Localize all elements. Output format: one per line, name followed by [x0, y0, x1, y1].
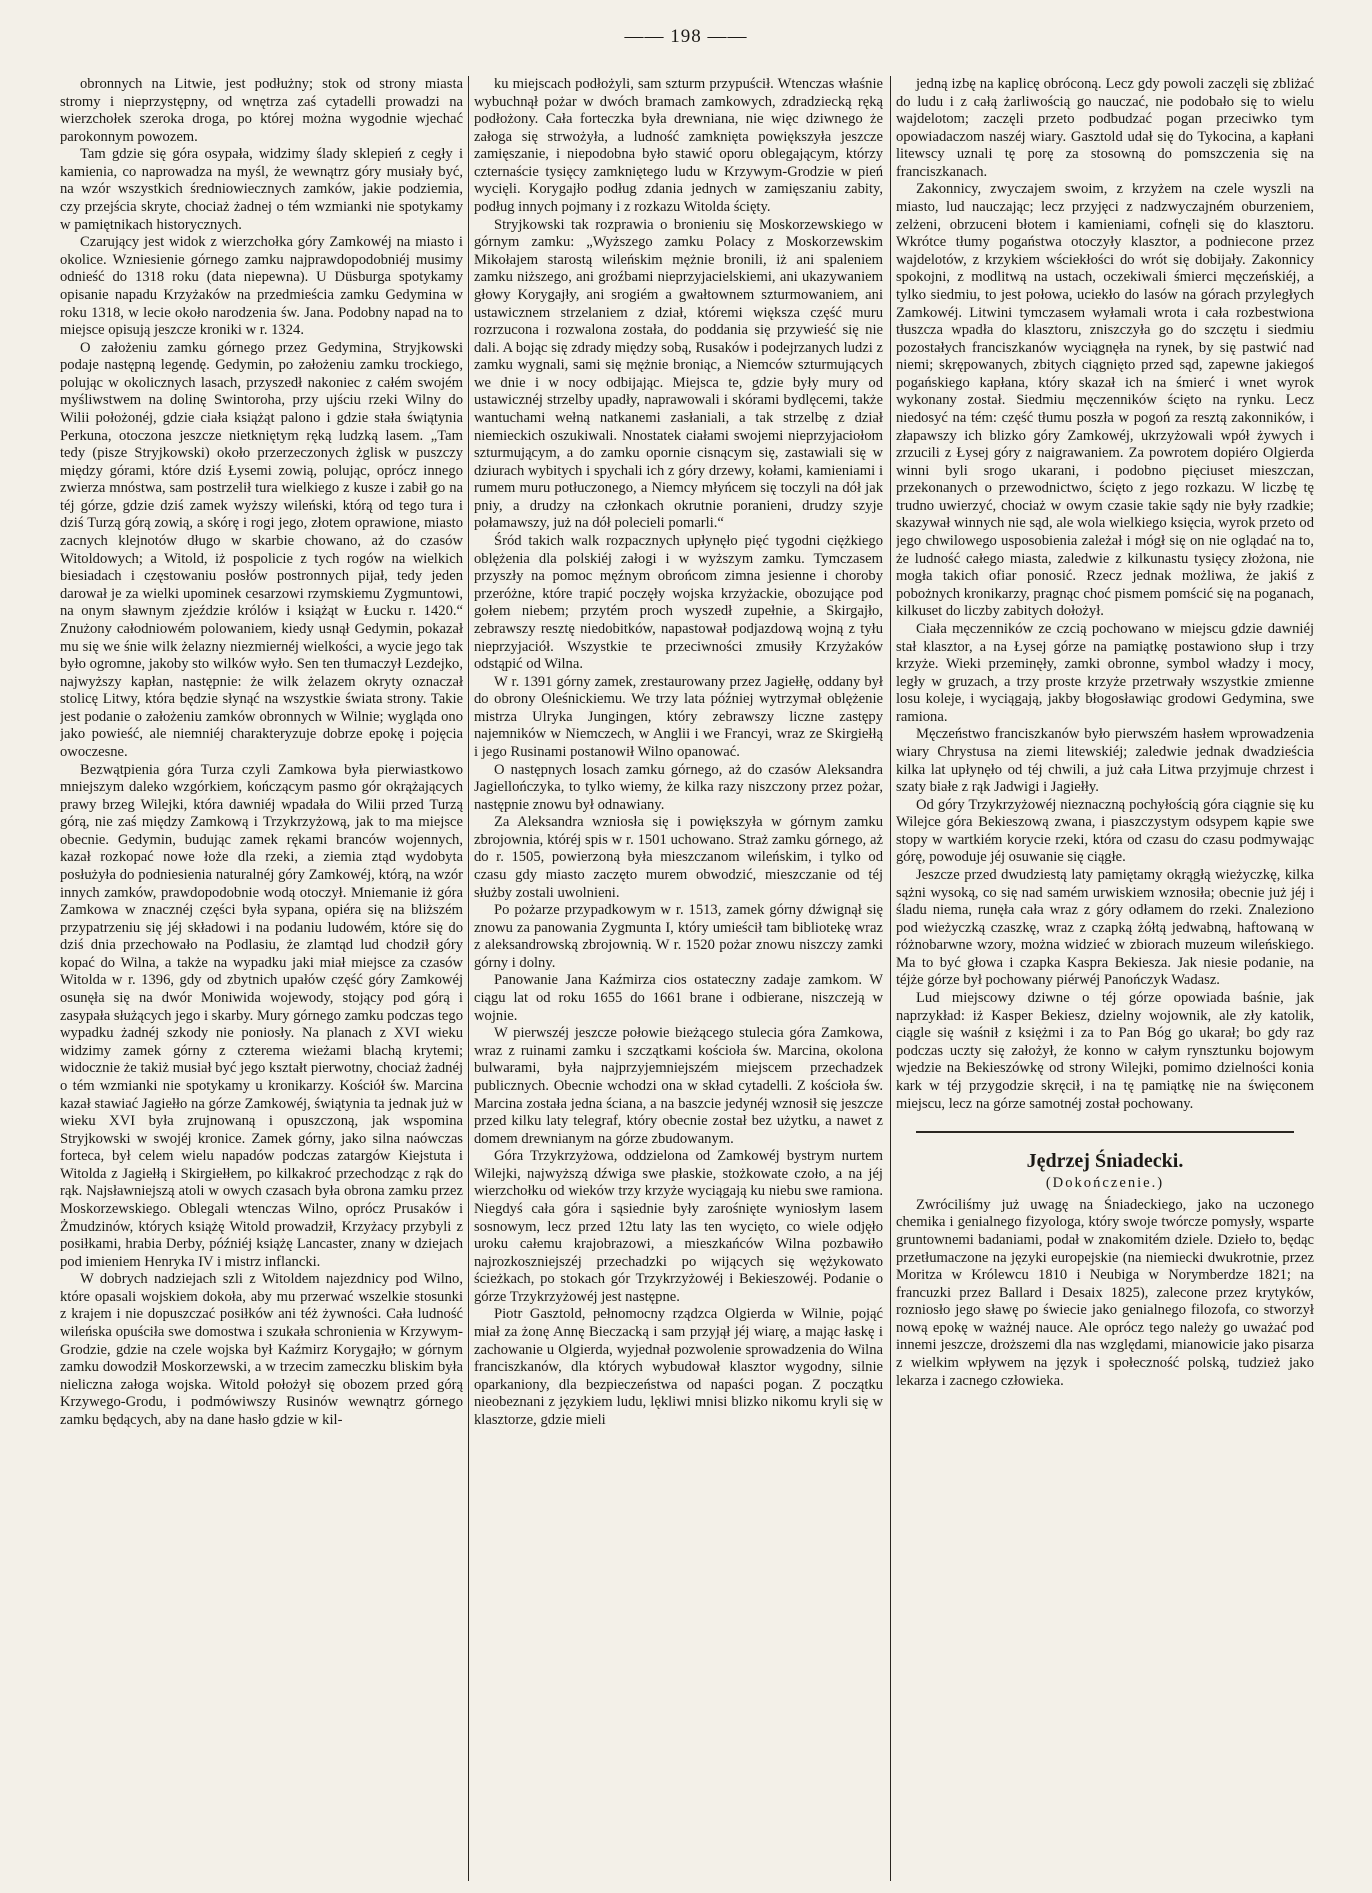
paragraph: Męczeństwo franciszkanów było pierwszém hasłem wprowadzenia wiary Chrystusa na ziemi litewskiéj; zaledwie jednak dwadzieścia kilka lat upłynęło od téj chwili, a już cała Litwa przyjmuje chrzest i szaty białe z rąk Jadwigi i Jagiełły.: [896, 726, 1314, 796]
paragraph: Panowanie Jana Kaźmirza cios ostateczny zadaje zamkom. W ciągu lat od roku 1655 do 1661 brane i odbierane, niszczeją w wojnie.: [474, 972, 883, 1024]
text-column-1: [60, 76, 463, 1881]
paragraph: Bezwątpienia góra Turza czyli Zamkowa była pierwiastkowo mniejszym daleko wzgórkiem, kończącym pasmo gór okrążających prawy brzeg Wilejki, która dawniéj wpadała do Wilii przed Turzą górą, nie zaś między Zamkową i Trzykrzyżową, jak to ma miejsce obecnie. Gedymin, budując zamek rękami branców wojennych, kazał rozkopać nowe łoże dla rzeki, a ziemia ztąd wydobyta posłużyła do podniesienia naturalnéj góry Zamkowéj, którą, na wzór innych zamków, prawdopodobnie wodą otoczył. Mniemanie iż góra Zamkowa w znacznéj części była sypana, opiéra się na bliższém przypatrzeniu się jéj składowi i na podaniu ludowém, które się do dziś dnia przechowało na Podlasiu, że zlamtąd lud chodził góry kopać do Wilna, a także na wypadku jaki miał miejsce za czasów Witolda w r. 1396, gdy od zbytnich upałów część góry Zamkowéj osunęła się na dwór Moniwida wojewody, stojący pod górą i zasypała służących jego i skarby. Mury górnego zamku podczas tego wypadku żadnéj szkody nie poniosły. Na planach z XVI wieku widzimy zamek górny z czterema wieżami blachą krytemi; widocznie że takiż musiał być jego kształt pierwotny, chociaż żadnéj o tém wzmianki nie spotykamy u kronikarzy. Kościół św. Marcina kazał stawiać Jagiełło na górze Zamkowéj, świątynia ta jednak już w wieku XVI była zrujnowaną i opuszczoną, jak wspomina Stryjkowski w swojéj kronice. Zamek górny, jako silna naówczas forteca, był celem wielu napadów podczas zatargów Kiejstuta i Witolda z Jagiełłą i Skirgiełłem, po kilkakroć przechodząc z rąk do rąk. Najsławniejszą atoli w owych czasach była obrona zamku przez Moskorzewskiego. Oblegali wtenczas Wilno, oprócz Prusaków i Żmudzinów, których książę Witold prowadził, Krzyżacy przybyli z posiłkami, hrabia Derby, późniéj książę Lancaster, znany w dziejach pod imieniem Henryka IV i mistrz inflancki.: [60, 761, 463, 1270]
paragraph: Ciała męczenników ze czcią pochowano w miejscu gdzie dawniéj stał klasztor, a na Łysej górze na pamiątkę postawiono słup i trzy krzyże. Wieki przeminęły, zamki obronne, symbol władzy i mocy, legły w gruzach, a trzy proste krzyże przetrwały wszystkie zmienne losu koleje, i wyciągają, jakby błogosławiąc grodowi Gedymina, swe ramiona.: [896, 620, 1314, 725]
article-subtitle: (Dokończenie.): [1045, 1175, 1165, 1192]
paragraph: Zakonnicy, zwyczajem swoim, z krzyżem na czele wyszli na miasto, lud nauczając; lecz przyjęci z nadzwyczajném oburzeniem, zelżeni, obrzuceni błotem i kamieniami, cofnęli się do klasztoru. Wkrótce tłumy pogaństwa otoczyły klasztor, a podniecone przez wajdelotów, z krzykiem wściekłości do wrót się dobijały. Zakonnicy spokojni, z modlitwą na ustach, oczekiwali śmierci męczeńskiéj, a tylko siedmiu, to jest połowa, uciekło do lasów na górach przyległych Zamkowéj. Litwini tymczasem wyłamali wrota i cała rozbestwiona tłuszcza wpadła do klasztoru, zniszczyła go do szczętu i siedmiu pozostałych franciszkanów wyciągnęła na rynek, by się pastwić nad niemi; skrępowanych, zbitych ciągnięto przed sąd, zapewne jakiegoś pogańskiego kapłana, który skazał ich na śmierć i wnet wyrok wykonany został. Siedmiu męczenników ścięto na rynku. Lecz niedosyć na tém: część tłumu poszła w pogoń za resztą zakonników, i złapawszy ich blizko góry Zamkowéj, ukrzyżowali wpół żywych i zrzucili z Łysej góry z naigrawaniem. Za powrotem dopiéro Olgierda winni byli srogo ukarani, i podobno pięciuset mieszczan, przekonanych o przewodnictwo, ścięto z jego rozkazu. W liczbę tę trudno uwierzyć, chociaż w owym czasie takie sądy nie były rzadkie; skazywał winnych nie sąd, ale wola wielkiego księcia, wyrok przeto od jego chwilowego usposobienia zależał i mógł się on nie oglądać na to, że ludność całego miasta, zaledwie z kilkunastu tysięcy złożona, nie mogła takich ofiar ponosić. Rzecz jednak możliwa, że jakiś z pobożnych kronikarzy, pragnąc choć pismem pomścić się na poganach, kilkuset do liczby zabitych dołożył.: [896, 181, 1314, 620]
paragraph: Tam gdzie się góra osypała, widzimy ślady sklepień z cegły i kamienia, co naprowadza na myśl, że wewnątrz góry musiały być, na wzór wszystkich średniowiecznych zamków, jakie podziemia, czy przejścia skryte, chociaż żadnej o tém wzmianki nie spotykamy w pamiętnikach historycznych.: [60, 146, 463, 233]
page-number-value: 198: [670, 26, 702, 47]
paragraph: W r. 1391 górny zamek, zrestaurowany przez Jagiełłę, oddany był do obrony Oleśnickiemu. We trzy lata później wytrzymał oblężenie mistrza Ulryka Jungingen, który zebrawszy liczne zastępy najemników w Niemczech, w Anglii i we Francyi, wraz ze Skirgiełłą i jego Rusinami postanowił Wilno opanować.: [474, 673, 883, 760]
page-number: —— 198 ——: [624, 26, 748, 47]
paragraph: jedną izbę na kaplicę obróconą. Lecz gdy powoli zaczęli się zbliżać do ludu i z całą żarliwością go nauczać, nie podobało się to wielu wajdelotom; zaczęli przeto podbudzać pogan przeciwko tym opowiadaczom naszéj wiary. Gasztold udał się do Tykocina, a kapłani litewscy uznali tę porę za stosowną do pomszczenia się na franciszkanach.: [896, 76, 1314, 180]
paragraph: W dobrych nadziejach szli z Witoldem najezdnicy pod Wilno, które opasali wojskiem dokoła, aby mu przerwać wszelkie stosunki z krajem i nie dopuszczać posiłków ani téż żywności. Cała ludność wileńska opuściła swe domostwa i szukała schronienia w Krzywym-Grodzie, gdzie na czele wojska był Kaźmirz Korygajło; w górnym zamku dowodził Moskorzewski, a w trzecim zameczku bliskim była nieliczna załoga wojska. Witold położył się obozem przed górą Krzywego-Grodu, i podmówiwszy Rusinów wewnątrz górnego zamku będących, aby na dane hasło gdzie w kil-: [60, 1271, 463, 1428]
paragraph: Po pożarze przypadkowym w r. 1513, zamek górny dźwignął się znowu za panowania Zygmunta I, który umieścił tam bibliotekę wraz z aleksandrowską zbrojownią. W r. 1520 pożar znowu niszczy zamki górny i dolny.: [474, 902, 883, 971]
paragraph: Za Aleksandra wzniosła się i powiększyła w górnym zamku zbrojownia, któréj spis w r. 1501 uchowano. Straż zamku górnego, aż do r. 1505, powierzoną była mieszczanom wileńskim, i tylko od czasu gdy miasto zaczęto murem obwodzić, mieszczanie od téj służby zostali uwolnieni.: [474, 814, 883, 901]
column-rule: [890, 76, 891, 1881]
paragraph: O następnych losach zamku górnego, aż do czasów Aleksandra Jagiellończyka, to tylko wiemy, że kilka razy niszczony przez pożar, następnie znowu był odnawiany.: [474, 761, 883, 813]
paragraph: Lud miejscowy dziwne o téj górze opowiada baśnie, jak naprzykład: iż Kasper Bekiesz, dzielny wojownik, ale zły katolik, ciągle się waśnił z księżmi i za to Pan Bóg go ukarał; bo gdy raz podczas uczty się założył, że konno w całym rynsztunku bojowym wjedzie na Bekieszówkę od strony Wilejki, pomimo dzielności konia kark w téj przygodzie skręcił, i na tę pamiątkę nie na święconem miejscu, lecz na górze samotnéj został pochowany.: [896, 990, 1314, 1112]
paragraph: Zwróciliśmy już uwagę na Śniadeckiego, jako na uczonego chemika i genialnego fizyologa, który swoje twórcze pomysły, wsparte gruntownemi badaniami, podał w znakomitém dziele. Dzieło to, będąc przetłumaczone na języki europejskie (na niemiecki dwukrotnie, przez Moritza w Królewcu 1810 i Neubiga w Norymberdze 1821; na francuzki przez Ballard i Desaix 1825), zalecone przez krytyków, rozniosło jego sławę po świecie jako genialnego filozofa, co stworzył nową epokę w ważnéj nauce. Ale oprócz tego należy go uważać pod innemi jeszcze, droższemi dla nas względami, mianowicie jako pisarza z wielkim wpływem na język i społeczność polską, tudzież jako lekarza i zacnego człowieka.: [896, 1196, 1314, 1389]
paragraph: obronnych na Litwie, jest podłużny; stok od strony miasta stromy i nieprzystępny, od wnętrza zaś cytadelli prowadzi na wierzchołek szeroka droga, po której można wygodnie wjechać parokonnym powozem.: [60, 76, 463, 145]
text-column-3: [896, 76, 1314, 1881]
paragraph: Góra Trzykrzyżowa, oddzielona od Zamkowéj bystrym nurtem Wilejki, najwyższą dźwiga swe płaskie, stożkowate czoło, a na jéj wierzchołku od wieków trzy krzyże wyciągają ku niebu swe ramiona. Niegdyś cała góra i sąsiednie były zarośnięte wyniosłym lasem sosnowym, lecz przed 12tu laty las ten wycięto, co wiele odjęło uroku całemu krajobrazowi, a mieszkańców Wilna pozbawiło najrozkoszniejszéj przechadzki po wijących się wężykowato ścieżkach, po stokach gór Trzykrzyżowéj i Bekieszowéj. Podanie o górze Trzykrzyżowéj jest następne.: [474, 1148, 883, 1305]
paragraph: Śród takich walk rozpacznych upłynęło pięć tygodni ciężkiego oblężenia dla polskiéj załogi i w wyższym zamku. Tymczasem przyszły na pomoc męźnym obrońcom zimna jesienne i choroby przeróżne, które trapić poczęły wojska krzyżackie, obozujące pod gołem niebem; przytém proch wyszedł zupełnie, a Skirgajło, zebrawszy resztę niedobitków, napastował podjazdową wojną z tyłu nieprzyjaciół. Wszystkie te przeciwności zmusiły Krzyżaków odstąpić od Wilna.: [474, 533, 883, 673]
article-title: Jędrzej Śniadecki.: [1026, 1150, 1184, 1173]
text-column-2: [474, 76, 883, 1881]
paragraph: Od góry Trzykrzyżowéj nieznaczną pochyłością góra ciągnie się ku Wilejce góra Bekieszową zwana, i piaszczystym odsypem kąpie swe stopy w wartkiém korycie rzeki, która od czasu do czasu podmywając górę, powoduje jéj osuwanie się ciągłe.: [896, 796, 1314, 866]
paragraph: Czarujący jest widok z wierzchołka góry Zamkowéj na miasto i okolice. Wzniesienie górnego zamku najprawdopodobniéj musimy odnieść do 1318 roku (data niepewna). U Düsburga spotykamy opisanie napadu Krzyżaków na przedmieścia zamku Gedymina w roku 1318, w lecie około narodzenia św. Jana. Podobny napad na to miejsce opisują jeszcze kroniki w r. 1324.: [60, 234, 463, 339]
paragraph: Jeszcze przed dwudziestą laty pamiętamy okrągłą wieżyczkę, kilka sążni wysoką, co się nad samém urwiskiem wznosiła; obecnie już jéj i śladu niema, runęła cała wraz z góry odłamem do rzeki. Znaleziono pod wieżyczką czaszkę, wraz z czapką żółtą jedwabną, haftowaną w różnobarwne wzory, można widzieć w zbiorach muzeum wileńskiego. Ma to być głowa i czapka Kaspra Bekiesza. Jak niesie podanie, na téjże górze był pochowany piérwéj Panończyk Wadasz.: [896, 867, 1314, 989]
paragraph: Piotr Gasztold, pełnomocny rządzca Olgierda w Wilnie, pojąć miał za żonę Annę Bieczacką i sam przyjął jéj wiarę, a mając łaskę i zachowanie u Olgierda, wyjednał pozwolenie sprowadzenia do Wilna franciszkanów, dla których wybudował klasztor wygodny, silnie oparkaniony, dla bezpieczeństwa od napaści pogan. Z początku nieobeznani z językiem ludu, lękliwi mnisi blizko nikomu kryli się w klasztorze, gdzie mieli: [474, 1306, 883, 1428]
article-divider: [916, 1131, 1294, 1133]
paragraph: O założeniu zamku górnego przez Gedymina, Stryjkowski podaje następną legendę. Gedymin, po założeniu zamku trockiego, polując w okolicznych lasach, przyszedł nakoniec z całém swojém myśliwstwem na dolinę Swintoroha, przy ujściu rzeki Wilny do Wilii położonéj, gdzie ciała książąt palono i gdzie stała świątynia Perkuna, otoczona jeszcze nietkniętym ręką ludzką lasem. „Tam tedy (pisze Stryjkowski) około przerzeczonych żglisk w puszczy między górami, które dziś Łysemi zowią, polując, oprócz innego zwierza mnóstwa, sam postrzelił tura wielkiego z kusze i zabił go na téj górze, gdzie dziś zamek wyższy wileński, którą od tego tura i dziś Turzą górą zowią, a skórę i rogi jego, złotem oprawione, miasto zacnych klejnotów długo w skarbie chowano, aż do czasów Witoldowych; a Witold, iż pospolicie z tych rogów na wielkich biesiadach i częstowaniu posłów postronnych pijał, tedy jeden darował je za wielki upominek cesarzowi rzymskiemu Zygmuntowi, na onym sławnym zjeździe królów i książąt w Łucku r. 1420.“ Znużony całodniowém polowaniem, kiedy usnął Gedymin, pokazał mu się we śnie wilk żelazny niezmiernéj wielkości, a wycie jego tak było ogromne, jakoby sto wilków wyło. Sen ten tłumaczył Lezdejko, najwyższy kapłan, następnie: że wilk żelazem okryty oznaczał stolicę Litwy, która będzie słynąć na wszystkie świata strony. Takie jest podanie o założeniu zamków obronnych w Wilnie; wygląda ono jako powieść, ale niemniéj charakteryzuje dobrze epokę i pojęcia owoczesne.: [60, 339, 463, 760]
paragraph: ku miejscach podłożyli, sam szturm przypuścił. Wtenczas właśnie wybuchnął pożar w dwóch bramach zamkowych, zdradziecką ręką podłożony. Cała forteczka była drewniana, nie więc dziwnego że załoga się strwożyła, a ludność zamknięta powiększyła jeszcze zamięszanie, i niepodobna było stawić oporu oblegającym, którzy czternaście tysięcy zamkniętego ludu w Krzywym-Grodzie w pień wycięli. Korygajło podług zdania jednych w zamięszaniu zabity, podług innych pojmany i z rozkazu Witolda ścięty.: [474, 76, 883, 216]
paragraph: Stryjkowski tak rozprawia o bronieniu się Moskorzewskiego w górnym zamku: „Wyższego zamku Polacy z Moskorzewskim Mikołajem starostą wileńskim mężnie bronili, iż ani spaleniem zamku niższego, ani groźbami nieprzyjacielskiemi, ani ukazywaniem głowy Korygajły, ani srogiém a gwałtownem szturmowaniem, ani ustawicznem strzelaniem z dział, któremi większa część muru rozrzucona i rozwalona została, do poddania się przywieść się nie dali. A bojąc się zdrady między sobą, Rusaków i podejrzanych ludzi z zamku wygnali, sami się mężnie broniąc, a Niemców szturmujących we dnie i w nocy odbijając. Miejsca te, gdzie były mury od ustawicznéj strzelby upadły, naprawowali i skórami bydlęcemi, także wantuchami wełną natkanemi zasłaniali, a tak strzelbę z dział niemieckich oszukiwali. Nnostatek ciałami swojemi nieprzyjaciołom szturmującym, a do zamku opornie cisnącym się, zastawiali się w dziurach wybitych i spychali ich z góry drzewy, kołami, kamieniami i rumem muru potłuczonego, a Niemcy młyńcem się toczyli na dół jak pniy, a drudzy na członkach okrutnie poranieni, drudzy szyje połamawszy, już na dół polecieli pomarli.“: [474, 216, 883, 532]
column-rule: [468, 76, 469, 1881]
paragraph: W pierwszéj jeszcze połowie bieżącego stulecia góra Zamkowa, wraz z ruinami zamku i szczątkami kościoła św. Marcina, okolona bulwarami, była najprzyjemniejszém miejscem przechadzek publicznych. Obecnie wchodzi ona w skład cytadelli. Z kościoła św. Marcina została jedna ściana, a na baszcie jedynéj wznosił się jeszcze przed kilku laty telegraf, który obecnie został bez użytku, a nawet z domem drewnianym na górze zbudowanym.: [474, 1025, 883, 1147]
